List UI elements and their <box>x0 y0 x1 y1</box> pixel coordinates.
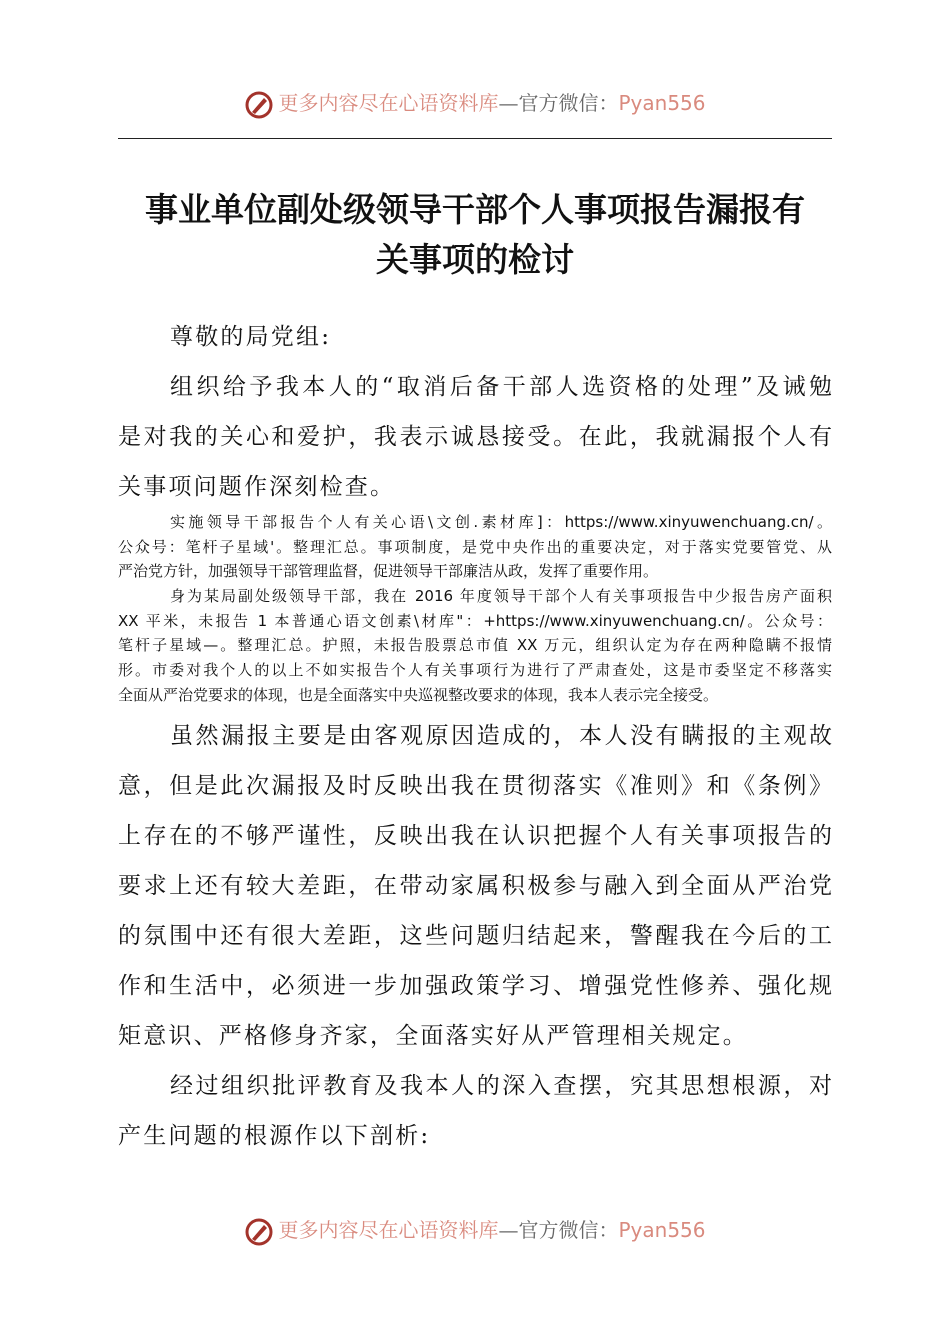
text-line: 作和生活中，必须进一步加强政策学习、增强党性修养、强化规 <box>118 972 832 999</box>
title-line: 关事项的检讨 <box>376 240 574 279</box>
text-line: 组织给予我本人的“取消后备干部人选资格的处理”及诫勉 <box>170 374 832 400</box>
text-line: 经过组织批评教育及我本人的深入查摆，究其思想根源，对 <box>170 1072 832 1099</box>
text-line: 产生问题的根源作以下剖析: <box>118 1122 431 1149</box>
footer-watermark <box>0 1215 950 1247</box>
text-line: 要求上还有较大差距，在带动家属积极参与融入到全面从严治党 <box>118 872 832 899</box>
text-line: 矩意识、严格修身齐家，全面落实好从严管理相关规定。 <box>118 1022 748 1049</box>
title-line: 事业单位副处级领导干部个人事项报告漏报有 <box>145 190 805 229</box>
paragraph <box>118 584 832 707</box>
pen-logo-icon <box>244 1217 274 1247</box>
watermark-wechat-id: Pyan556 <box>618 1218 706 1242</box>
text-line: 关事项问题作深刻检查。 <box>118 474 396 500</box>
text-line: 的氛围中还有很大差距，这些问题归结起来，警醒我在今后的工 <box>118 922 832 949</box>
paragraph <box>118 312 832 362</box>
text-line: 意，但是此次漏报及时反映出我在贯彻落实《准则》和《条例》 <box>118 772 832 799</box>
text-line: 公众号：笔杆子星域'。整理汇总。事项制度，是党中央作出的重要决定，对于落实党要管党、从 <box>118 537 832 556</box>
text-line: 笔杆子星域—。整理汇总。护照，未报告股票总市值 XX 万元，组织认定为存在两种隐瞒不报情 <box>118 636 832 655</box>
watermark-text: 更多内容尽在心语资料库 <box>278 1218 499 1242</box>
text-line: 严治党方针，加强领导干部管理监督，促进领导干部廉洁从政，发挥了重要作用。 <box>118 562 659 581</box>
text-line: 形。市委对我个人的以上不如实报告个人有关事项行为进行了严肃查处，这是市委坚定不移落实 <box>118 661 832 680</box>
text-line: XX 平米，未报告 1 本普通心语文创素\材库"：+https://www.xinyuwenchuang.cn/。公众号： <box>118 611 832 630</box>
document-body <box>118 312 832 1161</box>
text-line: 是对我的关心和爱护，我表示诚恳接受。在此，我就漏报个人有 <box>118 424 832 450</box>
header-watermark <box>0 88 950 120</box>
header-rule <box>118 138 832 139</box>
text-line: 上存在的不够严谨性，反映出我在认识把握个人有关事项报告的 <box>118 822 832 849</box>
text-line: 虽然漏报主要是由客观原因造成的，本人没有瞒报的主观故 <box>170 722 832 749</box>
paragraph <box>118 362 832 512</box>
text-line: 尊敬的局党组: <box>170 324 332 350</box>
watermark-wechat-id: Pyan556 <box>618 91 706 115</box>
text-line: 身为某局副处级领导干部，我在 2016 年度领导干部个人有关事项报告中少报告房产面积 <box>170 587 832 606</box>
watermark-wechat-label: —官方微信： <box>498 1218 619 1242</box>
paragraph <box>118 1061 832 1161</box>
document-title <box>100 185 850 285</box>
paragraph <box>118 510 832 584</box>
pen-logo-icon <box>244 90 274 120</box>
paragraph <box>118 711 832 1061</box>
watermark-text: 更多内容尽在心语资料库 <box>278 91 499 115</box>
watermark-wechat-label: —官方微信： <box>498 91 619 115</box>
text-line: 实施领导干部报告个人有关心语\文创.素材库]：https://www.xinyuwenchuang.cn/。 <box>170 513 832 531</box>
text-line: 全面从严治党要求的体现，也是全面落实中央巡视整改要求的体现，我本人表示完全接受。 <box>118 685 719 704</box>
